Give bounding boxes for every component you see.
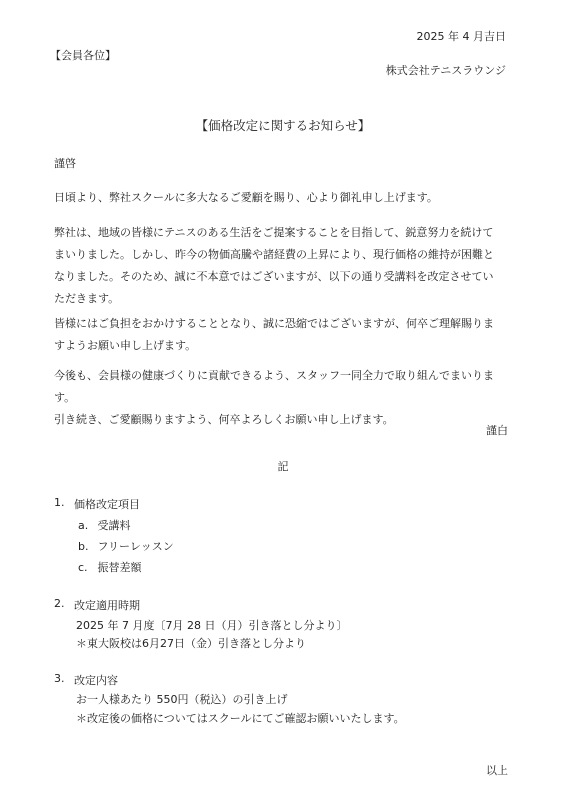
subitem-text: 受講料 xyxy=(97,519,131,532)
recipient-line: 【会員各位】 xyxy=(50,49,116,62)
subitem-letter: b. xyxy=(78,540,89,553)
subitem-c xyxy=(78,559,142,575)
list-item-label: 改定内容 xyxy=(74,674,118,687)
subitem-text: 振替差額 xyxy=(97,561,142,574)
end-word: 以上 xyxy=(486,764,508,777)
price-change-note: ＊改定後の価格についてはスクールにてご確認お願いいたします。 xyxy=(76,712,405,725)
subitem-letter: c. xyxy=(78,561,88,574)
salutation: 謹啓 xyxy=(54,157,76,170)
paragraph-4: 今後も、会員様の健康づくりに貢献できるよう、スタッフ一同全力で取り組んでまいります。 引き続き、ご愛顧賜りますよう、何卒よろしくお願い申し上げます。 xyxy=(54,369,494,426)
list-item-number: 2. xyxy=(54,597,65,610)
sender-company: 株式会社テニスラウンジ xyxy=(385,64,506,77)
subitem-b xyxy=(78,538,174,554)
price-change-line: お一人様あたり 550円（税込）の引き上げ xyxy=(76,693,288,706)
schedule-note: ＊東大阪校は6月27日（金）引き落とし分より xyxy=(76,637,306,650)
schedule-line: 2025 年 7 月度〔7月 28 日（月）引き落とし分より〕 xyxy=(76,619,348,632)
subitem-a xyxy=(78,517,131,533)
paragraph-2: 弊社は、地域の皆様にテニスのある生活をご提案することを目指して、鋭意努力を続けてまいりました。しかし、昨今の物価高騰や諸経費の上昇により、現行価格の維持が困難となりました。そのため、誠に不本意ではございますが、以下の通り受講料を改定させていただきます。 xyxy=(54,226,494,305)
list-item-label: 改定適用時期 xyxy=(74,599,140,612)
paragraph-3: 皆様にはご負担をおかけすることとなり、誠に恐縮ではございますが、何卒ご理解賜りますようお願い申し上げます。 xyxy=(54,317,494,352)
ki-heading: 記 xyxy=(277,460,289,473)
paragraph-1: 日頃より、弊社スクールに多大なるご愛顧を賜り、心より御礼申し上げます。 xyxy=(54,191,438,204)
list-item-label: 価格改定項目 xyxy=(74,498,140,511)
subitem-letter: a. xyxy=(78,519,89,532)
document-date: 2025 年 4 月吉日 xyxy=(416,30,506,43)
closing-word: 謹白 xyxy=(486,424,508,437)
list-item-number: 1. xyxy=(54,496,65,509)
document-title: 【価格改定に関するお知らせ】 xyxy=(195,118,371,133)
list-item-number: 3. xyxy=(54,672,65,685)
subitem-text: フリーレッスン xyxy=(97,540,174,553)
